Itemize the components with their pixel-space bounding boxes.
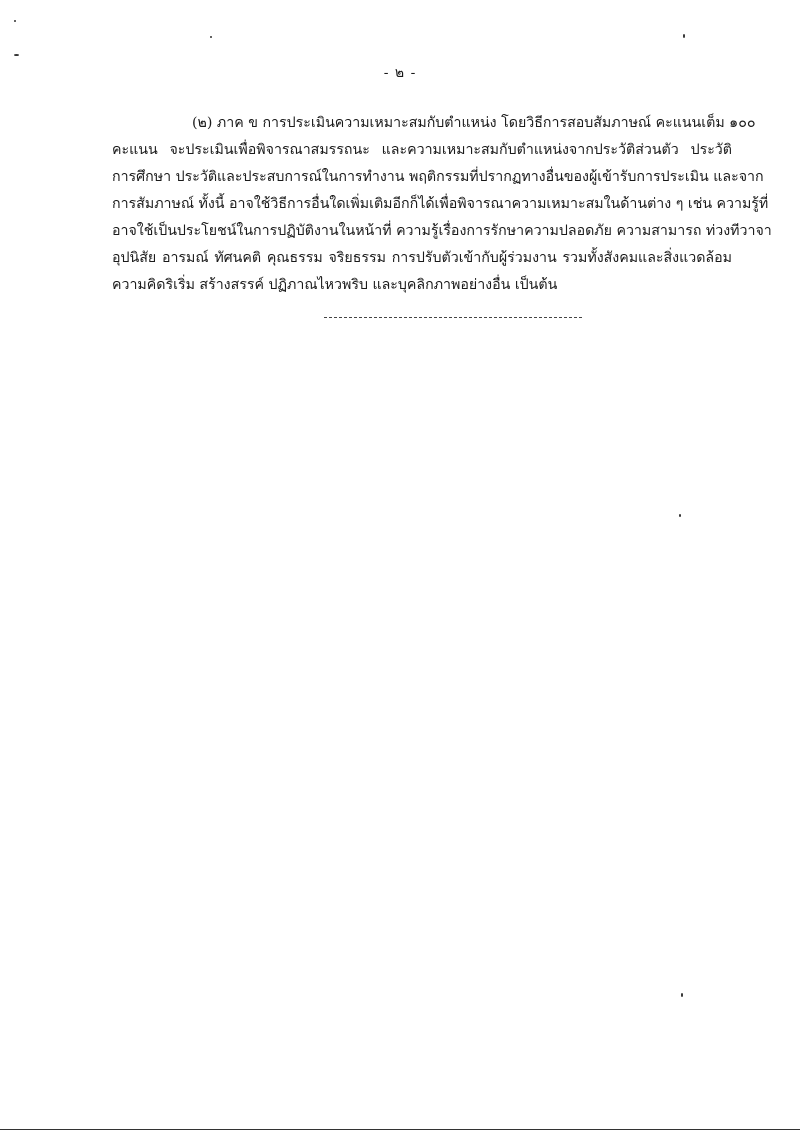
- scan-bottom-edge: [0, 1129, 800, 1130]
- scan-speck: [681, 993, 683, 997]
- paragraph-line: คะแนน จะประเมินเพื่อพิจารณาสมรรถนะ และความเหมาะสมกับตำแหน่งจากประวัติส่วนตัว ประวัติ: [112, 142, 732, 158]
- paragraph-line: การสัมภาษณ์ ทั้งนี้ อาจใช้วิธีการอื่นใดเพิ่มเติมอีกก็ได้เพื่อพิจารณาความเหมาะสมในด้านต่าง ๆ เช่น ความรู้ที่: [112, 196, 769, 212]
- paragraph-line: อาจใช้เป็นประโยชน์ในการปฏิบัติงานในหน้าที่ ความรู้เรื่องการรักษาความปลอดภัย ความสามารถ ท่วงทีวาจา: [112, 223, 772, 239]
- paragraph-line: การศึกษา ประวัติและประสบการณ์ในการทำงาน พฤติกรรมที่ปรากฏทางอื่นของผู้เข้ารับการประเมิน และจาก: [112, 169, 764, 185]
- scan-speck: [683, 34, 685, 38]
- page-number: - ๒ -: [383, 65, 417, 81]
- scan-speck: [679, 514, 681, 517]
- paragraph-line: (๒) ภาค ข การประเมินความเหมาะสมกับตำแหน่ง โดยวิธีการสอบสัมภาษณ์ คะแนนเต็ม ๑๐๐: [192, 115, 756, 131]
- end-of-text-rule: [324, 317, 582, 318]
- scan-speck: [14, 54, 19, 56]
- paragraph-line: อุปนิสัย อารมณ์ ทัศนคติ คุณธรรม จริยธรรม การปรับตัวเข้ากับผู้ร่วมงาน รวมทั้งสังคมและสิ่งแวดล้อม: [112, 250, 732, 266]
- paragraph-line: ความคิดริเริ่ม สร้างสรรค์ ปฏิภาณไหวพริบ และบุคลิกภาพอย่างอื่น เป็นต้น: [112, 277, 558, 293]
- paragraph-section-2: [112, 110, 772, 299]
- scan-speck: [210, 36, 212, 38]
- scan-speck: [14, 20, 16, 22]
